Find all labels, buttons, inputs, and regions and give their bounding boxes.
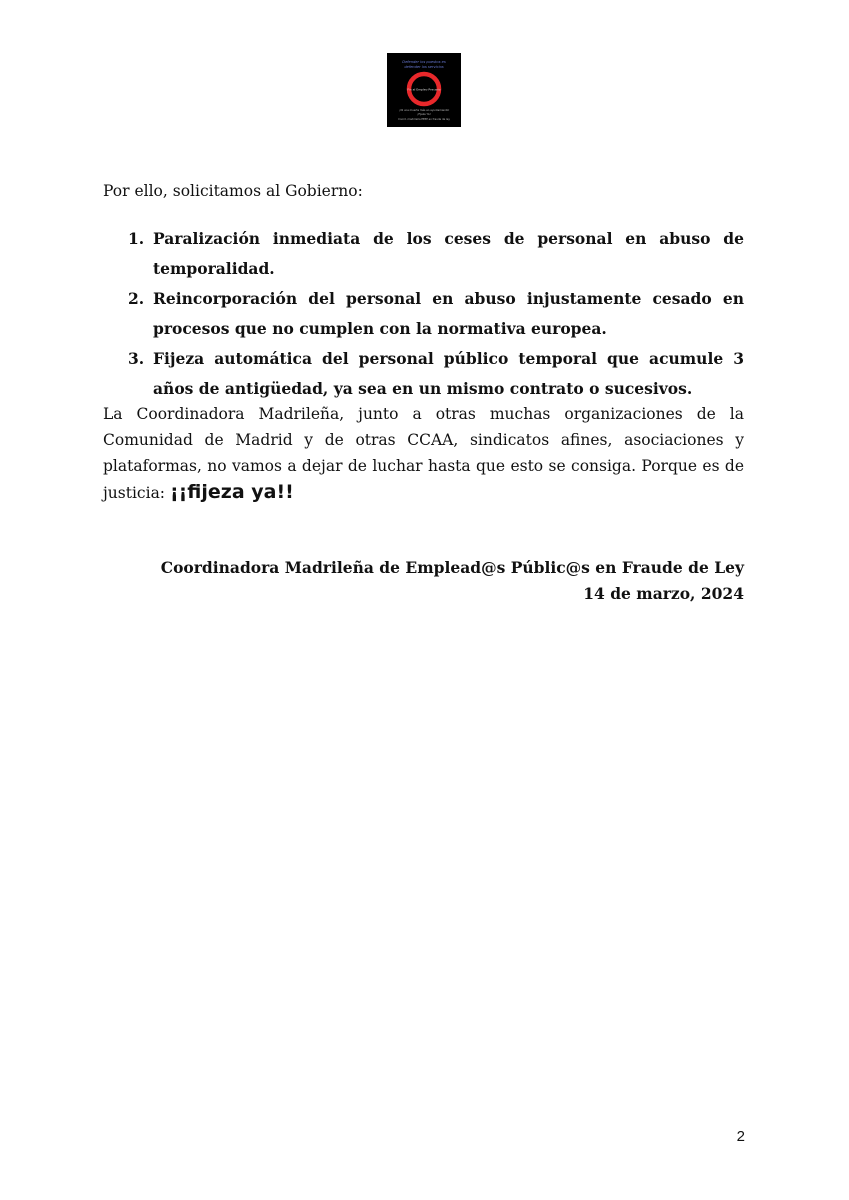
body-paragraph [103,401,744,506]
demand-item [103,224,744,284]
demand-item [103,344,744,404]
svg-text:Defender los puestos es: Defender los puestos es [402,60,446,64]
signature-date: 14 de marzo, 2024 [583,584,744,603]
paragraph-text: La Coordinadora Madrileña, junto a otras muchas organizaciones de la Comunidad de Madrid y de otras CCAA, sindicatos afines, asociaciones y plataformas, no vamos a dejar de luchar hasta que esto se consiga. Porque es de justicia: [103,405,744,502]
svg-text:¡ Ni una muerte más en ayuntam: ¡ Ni una muerte más en ayuntamiento! [398,109,450,112]
svg-text:¡Fijeza YA!: ¡Fijeza YA! [417,113,431,116]
signature-organization: Coordinadora Madrileña de Emplead@s Públic@s en Fraude de Ley [160,558,744,577]
logo-graphic [387,53,461,127]
signature-block [103,555,744,607]
demands-list [103,224,744,404]
demand-number: 1. [128,229,145,248]
demand-number: 2. [128,289,145,308]
demand-item [103,284,744,344]
demand-number: 3. [128,349,145,368]
svg-text:Fin al Empleo Precario: Fin al Empleo Precario [407,87,441,92]
page-number: 2 [736,1128,745,1145]
svg-text:defender los servicios: defender los servicios [404,65,444,69]
organization-logo [387,53,461,127]
demand-text: Fijeza automática del personal público temporal que acumule 3 años de antigüedad, ya sea en un mismo contrato o sucesivos. [153,349,744,398]
fijeza-ya-emphasis: ¡¡fijeza ya!! [169,481,294,503]
demand-text: Reincorporación del personal en abuso injustamente cesado en procesos que no cumplen con la normativa europea. [153,289,744,338]
demand-text: Paralización inmediata de los ceses de personal en abuso de temporalidad. [153,229,744,278]
intro-line: Por ello, solicitamos al Gobierno: [103,182,363,200]
svg-text:Coord. madrileña EEPP en fraud: Coord. madrileña EEPP en fraude de ley [398,118,450,121]
